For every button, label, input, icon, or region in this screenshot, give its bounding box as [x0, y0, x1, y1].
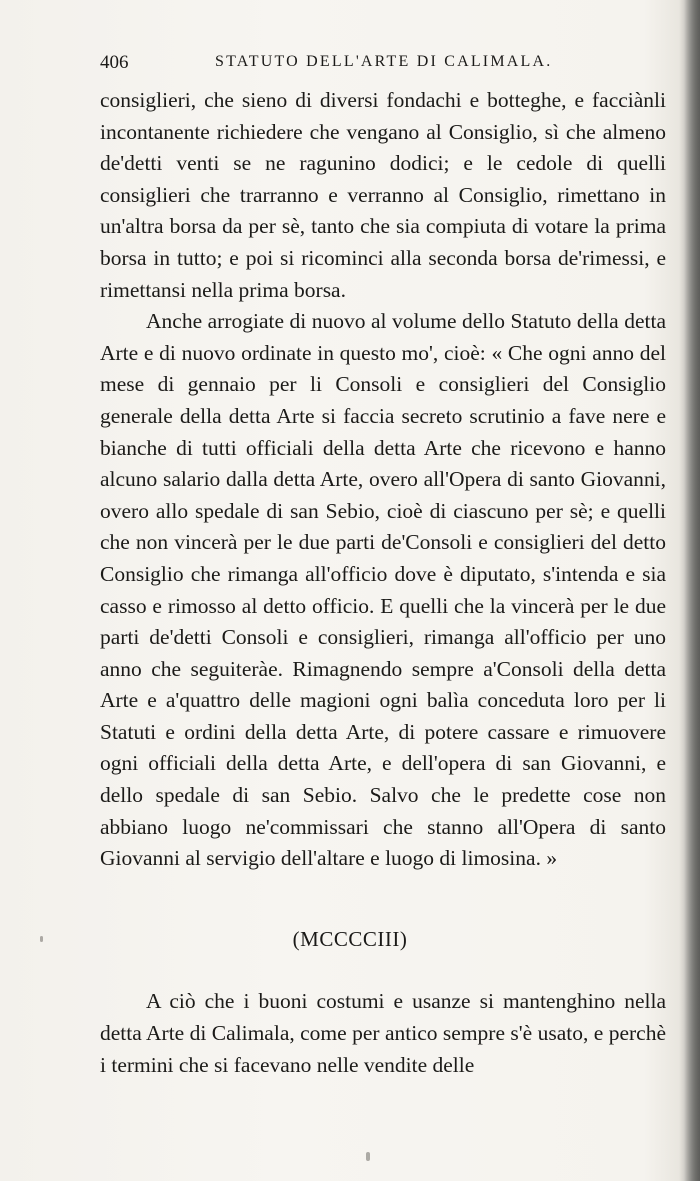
main-text [100, 85, 666, 875]
page-number: 406 [100, 52, 129, 73]
paper-speck [366, 1152, 370, 1161]
paragraph-anche-arrogiate: Anche arrogiate di nuovo al volume dello Statuto della detta Arte e di nuovo ordinate in questo mo', cioè: « Che ogni anno del mese di gennaio per li Consoli e consiglieri del Consiglio generale della detta Arte si faccia secreto scrutinio a fave nere e bianche di tutti officiali della detta Arte che ricevono e hanno alcuno salario dalla detta Arte, overo all'Opera di santo Giovanni, overo allo spedale di san Sebio, cioè di ciascuno per sè; e quelli che non vincerà per le due parti de'Consoli e consiglieri del detto Consiglio che rimanga all'officio dove è diputato, s'intenda e sia casso e rimosso al detto officio. E quelli che la vincerà per le due parti de'detti Consoli e consiglieri, rimanga all'officio per uno anno che seguiteràe. Rimagnendo sempre a'Consoli della detta Arte e a'quattro delle magioni ogni balìa conceduta loro per li Statuti e ordini della detta Arte, di potere cassare e rimuovere ogni officiali della detta Arte, e dell'opera di san Giovanni, e dello spedale di san Sebio. Salvo che le predette cose non abbiano luogo ne'commissari che stanno all'Opera di santo Giovanni al servigio dell'altare e luogo di limosina. » [100, 309, 666, 871]
closing-text [100, 985, 666, 1081]
running-head [100, 52, 666, 76]
section-heading: (MCCCCIII) [292, 927, 408, 951]
page-edge-shadow [684, 0, 700, 1181]
paper-speck [40, 936, 43, 942]
running-title: STATUTO DELL'ARTE DI CALIMALA. [215, 53, 553, 70]
paragraph-a-cio-che: A ciò che i buoni costumi e usanze si mantenghino nella detta Arte di Calimala, come per antico sempre s'è usato, e perchè i termini che si facevano nelle vendite delle [100, 989, 666, 1077]
paragraph-continuation: consiglieri, che sieno di diversi fondachi e botteghe, e facciànli incontanente richiedere che vengano al Consiglio, sì che almeno de'detti venti se ne ragunino dodici; e le cedole di quelli consiglieri che trarranno e verranno al Consiglio, rimettano in un'altra borsa da per sè, tanto che sia compiuta di votare la prima borsa in tutto; e poi si ricominci alla seconda borsa de'rimessi, e rimettansi nella prima borsa. [100, 88, 666, 302]
